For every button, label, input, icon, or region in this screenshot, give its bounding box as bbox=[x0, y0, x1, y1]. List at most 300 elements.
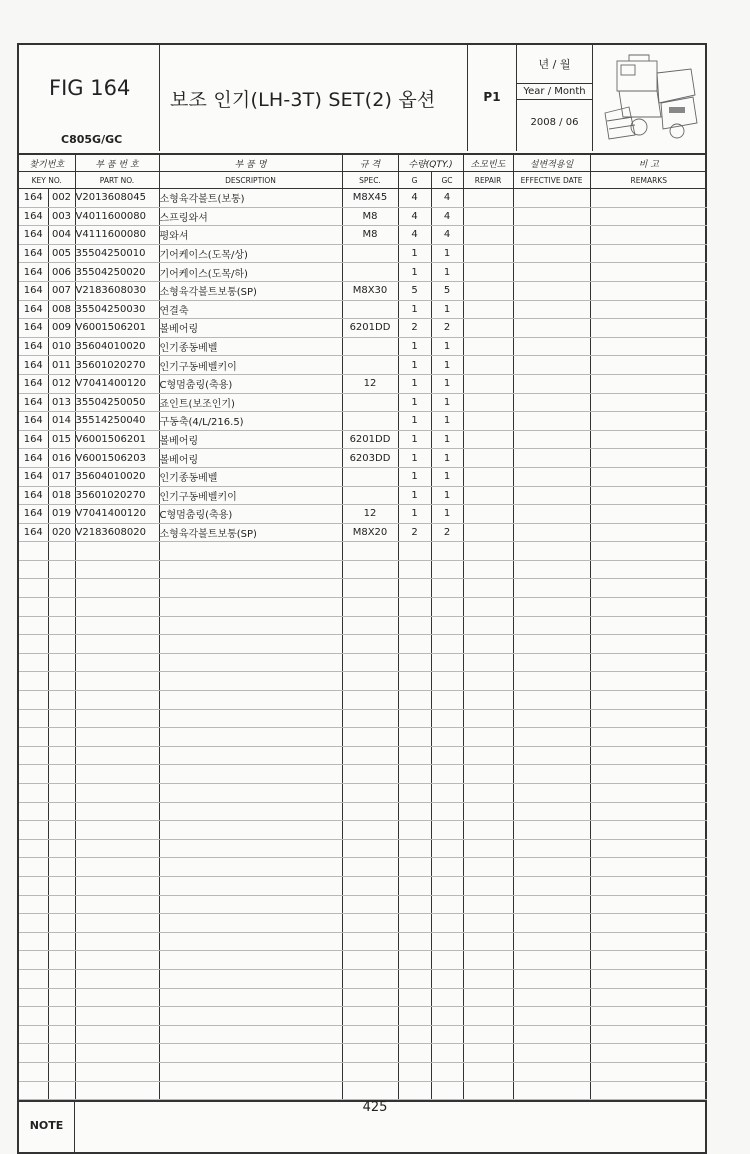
qty-gc-cell bbox=[431, 672, 463, 691]
part-no-cell bbox=[75, 653, 159, 672]
qty-g-cell bbox=[398, 876, 431, 895]
qty-gc-cell bbox=[431, 598, 463, 617]
repair-cell bbox=[463, 653, 513, 672]
key-no-cell: 013 bbox=[48, 393, 75, 412]
remarks-cell bbox=[590, 988, 707, 1007]
remarks-cell bbox=[590, 356, 707, 375]
qty-gc-cell bbox=[431, 746, 463, 765]
spec-cell bbox=[342, 412, 398, 431]
part-no-cell: 35504250050 bbox=[75, 393, 159, 412]
table-row bbox=[19, 300, 707, 319]
key-no-cell: 007 bbox=[48, 281, 75, 300]
part-no-cell: 35504250020 bbox=[75, 263, 159, 282]
part-no-cell: 35601020270 bbox=[75, 356, 159, 375]
empty-table-row bbox=[19, 765, 707, 784]
qty-gc-cell bbox=[431, 1081, 463, 1100]
key-fig-cell bbox=[19, 616, 48, 635]
remarks-cell bbox=[590, 244, 707, 263]
effective-date-cell bbox=[513, 598, 590, 617]
effective-date-cell bbox=[513, 467, 590, 486]
spec-cell bbox=[342, 672, 398, 691]
qty-gc-cell bbox=[431, 784, 463, 803]
qty-gc-cell bbox=[431, 914, 463, 933]
effective-date-cell bbox=[513, 189, 590, 208]
key-fig-cell: 164 bbox=[19, 226, 48, 245]
description-cell: 인기종동베벨 bbox=[159, 467, 342, 486]
empty-table-row bbox=[19, 895, 707, 914]
spec-cell: M8 bbox=[342, 226, 398, 245]
key-fig-cell bbox=[19, 598, 48, 617]
table-row bbox=[19, 374, 707, 393]
spec-cell bbox=[342, 337, 398, 356]
remarks-cell bbox=[590, 1007, 707, 1026]
part-no-cell bbox=[75, 1081, 159, 1100]
effective-date-cell bbox=[513, 1081, 590, 1100]
effective-date-cell bbox=[513, 709, 590, 728]
repair-cell bbox=[463, 356, 513, 375]
effective-date-cell bbox=[513, 393, 590, 412]
key-no-cell bbox=[48, 672, 75, 691]
key-fig-cell: 164 bbox=[19, 244, 48, 263]
key-fig-cell: 164 bbox=[19, 523, 48, 542]
effective-date-cell bbox=[513, 1025, 590, 1044]
qty-g-cell bbox=[398, 969, 431, 988]
qty-g-cell bbox=[398, 598, 431, 617]
key-fig-cell: 164 bbox=[19, 356, 48, 375]
table-row bbox=[19, 505, 707, 524]
key-no-cell bbox=[48, 746, 75, 765]
qty-g-cell bbox=[398, 988, 431, 1007]
remarks-cell bbox=[590, 1081, 707, 1100]
remarks-cell bbox=[590, 914, 707, 933]
header-row-korean bbox=[19, 155, 707, 172]
effective-date-cell bbox=[513, 523, 590, 542]
description-cell bbox=[159, 1062, 342, 1081]
col-remarks-en: REMARKS bbox=[590, 172, 707, 189]
spec-cell bbox=[342, 653, 398, 672]
spec-cell bbox=[342, 932, 398, 951]
key-fig-cell: 164 bbox=[19, 319, 48, 338]
remarks-cell bbox=[590, 393, 707, 412]
qty-gc-cell bbox=[431, 1044, 463, 1063]
key-fig-cell bbox=[19, 765, 48, 784]
qty-gc-cell bbox=[431, 1025, 463, 1044]
key-fig-cell bbox=[19, 932, 48, 951]
note-label: NOTE bbox=[19, 1102, 75, 1152]
description-cell: C형멈춤링(축용) bbox=[159, 374, 342, 393]
col-gc-en: GC bbox=[431, 172, 463, 189]
key-no-cell: 002 bbox=[48, 189, 75, 208]
qty-g-cell bbox=[398, 802, 431, 821]
remarks-cell bbox=[590, 616, 707, 635]
fig-number: FIG 164 bbox=[49, 76, 131, 100]
part-no-cell bbox=[75, 821, 159, 840]
description-cell bbox=[159, 914, 342, 933]
key-no-cell bbox=[48, 653, 75, 672]
key-fig-cell bbox=[19, 839, 48, 858]
effective-date-cell bbox=[513, 932, 590, 951]
part-no-cell: V7041400120 bbox=[75, 505, 159, 524]
combine-harvester-illustration bbox=[599, 51, 701, 145]
key-no-cell bbox=[48, 988, 75, 1007]
empty-table-row bbox=[19, 728, 707, 747]
part-no-cell: 35514250040 bbox=[75, 412, 159, 431]
key-no-cell: 004 bbox=[48, 226, 75, 245]
key-no-cell bbox=[48, 1025, 75, 1044]
effective-date-cell bbox=[513, 802, 590, 821]
page-number: 425 bbox=[362, 1100, 388, 1115]
description-cell bbox=[159, 895, 342, 914]
key-no-cell bbox=[48, 932, 75, 951]
spec-cell: M8X45 bbox=[342, 189, 398, 208]
part-no-cell bbox=[75, 988, 159, 1007]
qty-g-cell bbox=[398, 653, 431, 672]
description-cell bbox=[159, 876, 342, 895]
repair-cell bbox=[463, 412, 513, 431]
qty-g-cell: 1 bbox=[398, 393, 431, 412]
key-no-cell: 018 bbox=[48, 486, 75, 505]
qty-gc-cell: 1 bbox=[431, 393, 463, 412]
part-no-cell: V2183608020 bbox=[75, 523, 159, 542]
spec-cell bbox=[342, 728, 398, 747]
table-row bbox=[19, 356, 707, 375]
spec-cell bbox=[342, 635, 398, 654]
description-cell: 인기구동베벨키이 bbox=[159, 486, 342, 505]
spec-cell bbox=[342, 914, 398, 933]
empty-table-row bbox=[19, 542, 707, 561]
spec-cell bbox=[342, 821, 398, 840]
table-row bbox=[19, 226, 707, 245]
effective-date-cell bbox=[513, 319, 590, 338]
key-no-cell: 016 bbox=[48, 449, 75, 468]
date-label-en: Year / Month bbox=[517, 83, 592, 100]
date-label-ko: 년 / 월 bbox=[538, 58, 571, 71]
spec-cell bbox=[342, 300, 398, 319]
effective-date-cell bbox=[513, 988, 590, 1007]
part-no-cell bbox=[75, 932, 159, 951]
table-row bbox=[19, 393, 707, 412]
effective-date-cell bbox=[513, 616, 590, 635]
spec-cell bbox=[342, 244, 398, 263]
description-cell: 기어케이스(도목/하) bbox=[159, 263, 342, 282]
effective-date-cell bbox=[513, 839, 590, 858]
remarks-cell bbox=[590, 1044, 707, 1063]
part-no-cell: V7041400120 bbox=[75, 374, 159, 393]
repair-cell bbox=[463, 449, 513, 468]
key-fig-cell: 164 bbox=[19, 505, 48, 524]
description-cell bbox=[159, 616, 342, 635]
key-fig-cell bbox=[19, 1025, 48, 1044]
key-no-cell bbox=[48, 1081, 75, 1100]
spec-cell bbox=[342, 784, 398, 803]
qty-gc-cell: 4 bbox=[431, 226, 463, 245]
key-no-cell bbox=[48, 951, 75, 970]
repair-cell bbox=[463, 1025, 513, 1044]
qty-g-cell: 2 bbox=[398, 523, 431, 542]
description-cell bbox=[159, 598, 342, 617]
key-no-cell: 003 bbox=[48, 207, 75, 226]
repair-cell bbox=[463, 1062, 513, 1081]
qty-gc-cell bbox=[431, 988, 463, 1007]
effective-date-cell bbox=[513, 207, 590, 226]
effective-date-cell bbox=[513, 542, 590, 561]
part-no-cell bbox=[75, 542, 159, 561]
remarks-cell bbox=[590, 839, 707, 858]
empty-table-row bbox=[19, 802, 707, 821]
description-cell bbox=[159, 1025, 342, 1044]
description-cell: 볼베어링 bbox=[159, 449, 342, 468]
qty-gc-cell bbox=[431, 821, 463, 840]
key-fig-cell bbox=[19, 802, 48, 821]
spec-cell bbox=[342, 988, 398, 1007]
spec-cell bbox=[342, 1081, 398, 1100]
description-cell: 소형육각볼트보통(SP) bbox=[159, 523, 342, 542]
part-no-cell bbox=[75, 839, 159, 858]
key-no-cell: 012 bbox=[48, 374, 75, 393]
effective-date-cell bbox=[513, 876, 590, 895]
table-row bbox=[19, 523, 707, 542]
qty-g-cell: 1 bbox=[398, 300, 431, 319]
remarks-cell bbox=[590, 802, 707, 821]
effective-date-cell bbox=[513, 356, 590, 375]
remarks-cell bbox=[590, 319, 707, 338]
description-cell bbox=[159, 1044, 342, 1063]
remarks-cell bbox=[590, 895, 707, 914]
col-spec-en: SPEC. bbox=[342, 172, 398, 189]
qty-g-cell bbox=[398, 951, 431, 970]
spec-cell bbox=[342, 263, 398, 282]
effective-date-cell bbox=[513, 486, 590, 505]
qty-g-cell: 4 bbox=[398, 226, 431, 245]
repair-cell bbox=[463, 635, 513, 654]
empty-table-row bbox=[19, 598, 707, 617]
part-no-cell bbox=[75, 858, 159, 877]
date-cell bbox=[517, 45, 593, 151]
description-cell bbox=[159, 691, 342, 710]
repair-cell bbox=[463, 560, 513, 579]
repair-cell bbox=[463, 895, 513, 914]
key-fig-cell bbox=[19, 1044, 48, 1063]
header-row-english bbox=[19, 172, 707, 189]
effective-date-cell bbox=[513, 374, 590, 393]
key-fig-cell bbox=[19, 746, 48, 765]
spec-cell: 6203DD bbox=[342, 449, 398, 468]
remarks-cell bbox=[590, 486, 707, 505]
col-remarks-ko: 비 고 bbox=[590, 155, 707, 172]
qty-gc-cell: 1 bbox=[431, 337, 463, 356]
description-cell bbox=[159, 951, 342, 970]
qty-gc-cell: 1 bbox=[431, 244, 463, 263]
description-cell bbox=[159, 802, 342, 821]
empty-table-row bbox=[19, 1062, 707, 1081]
repair-cell bbox=[463, 430, 513, 449]
page-title: 보조 인기(LH-3T) SET(2) 옵션 bbox=[170, 89, 436, 111]
description-cell bbox=[159, 746, 342, 765]
model-code: C805G/GC bbox=[61, 133, 123, 146]
remarks-cell bbox=[590, 412, 707, 431]
description-cell: 인기구동베벨키이 bbox=[159, 356, 342, 375]
col-eff-en: EFFECTIVE DATE bbox=[513, 172, 590, 189]
repair-cell bbox=[463, 523, 513, 542]
qty-g-cell bbox=[398, 914, 431, 933]
description-cell bbox=[159, 839, 342, 858]
repair-cell bbox=[463, 746, 513, 765]
description-cell: 죠인트(보조인기) bbox=[159, 393, 342, 412]
table-row bbox=[19, 430, 707, 449]
key-fig-cell bbox=[19, 635, 48, 654]
repair-cell bbox=[463, 263, 513, 282]
qty-g-cell: 1 bbox=[398, 337, 431, 356]
key-fig-cell: 164 bbox=[19, 393, 48, 412]
effective-date-cell bbox=[513, 1062, 590, 1081]
key-fig-cell bbox=[19, 876, 48, 895]
remarks-cell bbox=[590, 523, 707, 542]
remarks-cell bbox=[590, 1025, 707, 1044]
qty-gc-cell bbox=[431, 858, 463, 877]
spec-cell bbox=[342, 765, 398, 784]
effective-date-cell bbox=[513, 300, 590, 319]
empty-table-row bbox=[19, 1007, 707, 1026]
col-eff-ko: 설변적용일 bbox=[513, 155, 590, 172]
effective-date-cell bbox=[513, 337, 590, 356]
description-cell bbox=[159, 784, 342, 803]
table-row bbox=[19, 412, 707, 431]
qty-gc-cell bbox=[431, 895, 463, 914]
qty-g-cell: 1 bbox=[398, 263, 431, 282]
repair-cell bbox=[463, 542, 513, 561]
effective-date-cell bbox=[513, 226, 590, 245]
key-no-cell: 010 bbox=[48, 337, 75, 356]
qty-g-cell: 1 bbox=[398, 374, 431, 393]
table-row bbox=[19, 263, 707, 282]
effective-date-cell bbox=[513, 449, 590, 468]
repair-cell bbox=[463, 728, 513, 747]
part-no-cell bbox=[75, 802, 159, 821]
effective-date-cell bbox=[513, 635, 590, 654]
qty-gc-cell bbox=[431, 653, 463, 672]
title-cell bbox=[160, 45, 468, 151]
spec-cell: 6201DD bbox=[342, 319, 398, 338]
qty-g-cell bbox=[398, 1025, 431, 1044]
repair-cell bbox=[463, 988, 513, 1007]
effective-date-cell bbox=[513, 579, 590, 598]
qty-g-cell bbox=[398, 542, 431, 561]
empty-table-row bbox=[19, 579, 707, 598]
repair-cell bbox=[463, 374, 513, 393]
qty-gc-cell: 1 bbox=[431, 300, 463, 319]
description-cell: 스프링와셔 bbox=[159, 207, 342, 226]
repair-cell bbox=[463, 839, 513, 858]
empty-table-row bbox=[19, 560, 707, 579]
key-no-cell bbox=[48, 802, 75, 821]
qty-gc-cell bbox=[431, 579, 463, 598]
effective-date-cell bbox=[513, 281, 590, 300]
parts-sheet bbox=[17, 43, 707, 1154]
table-row bbox=[19, 337, 707, 356]
part-no-cell bbox=[75, 969, 159, 988]
key-no-cell bbox=[48, 858, 75, 877]
qty-g-cell bbox=[398, 1044, 431, 1063]
col-spec-ko: 규 격 bbox=[342, 155, 398, 172]
effective-date-cell bbox=[513, 1044, 590, 1063]
qty-gc-cell: 1 bbox=[431, 505, 463, 524]
key-no-cell bbox=[48, 895, 75, 914]
spec-cell bbox=[342, 542, 398, 561]
qty-gc-cell: 2 bbox=[431, 523, 463, 542]
qty-g-cell: 1 bbox=[398, 244, 431, 263]
repair-cell bbox=[463, 876, 513, 895]
spec-cell bbox=[342, 560, 398, 579]
key-no-cell bbox=[48, 969, 75, 988]
key-no-cell: 009 bbox=[48, 319, 75, 338]
qty-g-cell bbox=[398, 932, 431, 951]
effective-date-cell bbox=[513, 895, 590, 914]
qty-g-cell: 2 bbox=[398, 319, 431, 338]
spec-cell bbox=[342, 746, 398, 765]
qty-gc-cell bbox=[431, 951, 463, 970]
repair-cell bbox=[463, 189, 513, 208]
qty-g-cell bbox=[398, 1081, 431, 1100]
repair-cell bbox=[463, 951, 513, 970]
part-no-cell bbox=[75, 560, 159, 579]
repair-cell bbox=[463, 932, 513, 951]
description-cell bbox=[159, 560, 342, 579]
qty-g-cell: 1 bbox=[398, 505, 431, 524]
key-no-cell bbox=[48, 1007, 75, 1026]
repair-cell bbox=[463, 1044, 513, 1063]
qty-gc-cell bbox=[431, 709, 463, 728]
parts-table bbox=[19, 155, 707, 1100]
remarks-cell bbox=[590, 821, 707, 840]
spec-cell: M8X30 bbox=[342, 281, 398, 300]
empty-table-row bbox=[19, 951, 707, 970]
remarks-cell bbox=[590, 653, 707, 672]
empty-table-row bbox=[19, 914, 707, 933]
empty-table-row bbox=[19, 1044, 707, 1063]
qty-g-cell bbox=[398, 784, 431, 803]
spec-cell bbox=[342, 1062, 398, 1081]
remarks-cell bbox=[590, 932, 707, 951]
key-no-cell bbox=[48, 598, 75, 617]
remarks-cell bbox=[590, 542, 707, 561]
empty-table-row bbox=[19, 691, 707, 710]
effective-date-cell bbox=[513, 746, 590, 765]
qty-gc-cell: 4 bbox=[431, 189, 463, 208]
spec-cell bbox=[342, 598, 398, 617]
key-no-cell bbox=[48, 876, 75, 895]
repair-cell bbox=[463, 821, 513, 840]
description-cell: 볼베어링 bbox=[159, 319, 342, 338]
qty-g-cell bbox=[398, 1007, 431, 1026]
effective-date-cell bbox=[513, 691, 590, 710]
spec-cell bbox=[342, 969, 398, 988]
remarks-cell bbox=[590, 765, 707, 784]
repair-cell bbox=[463, 691, 513, 710]
remarks-cell bbox=[590, 1062, 707, 1081]
remarks-cell bbox=[590, 691, 707, 710]
spec-cell bbox=[342, 709, 398, 728]
empty-table-row bbox=[19, 1025, 707, 1044]
key-no-cell bbox=[48, 560, 75, 579]
sheet-header bbox=[19, 45, 705, 155]
table-row bbox=[19, 244, 707, 263]
effective-date-cell bbox=[513, 505, 590, 524]
remarks-cell bbox=[590, 784, 707, 803]
qty-g-cell bbox=[398, 765, 431, 784]
description-cell bbox=[159, 728, 342, 747]
repair-cell bbox=[463, 709, 513, 728]
effective-date-cell bbox=[513, 969, 590, 988]
